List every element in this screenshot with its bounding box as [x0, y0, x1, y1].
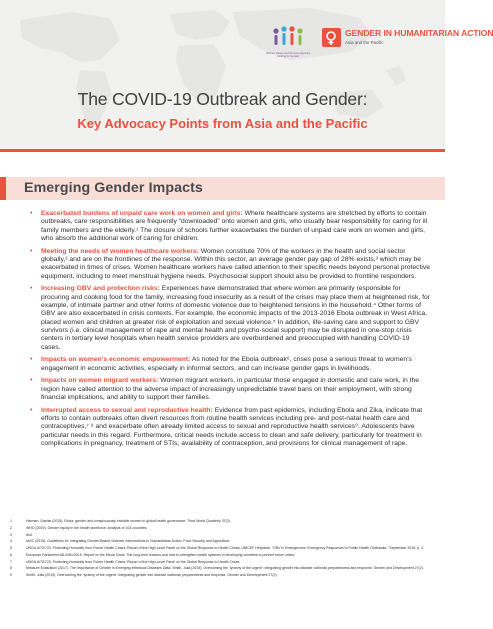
- giha-subtitle: Asia and the Pacific: [345, 40, 384, 45]
- bullet-icon: •: [30, 247, 33, 255]
- giha-logo: [322, 26, 493, 56]
- bullet-icon: •: [30, 356, 33, 364]
- bullet-gbv-protection: [30, 285, 430, 352]
- section-title: Emerging Gender Impacts: [24, 180, 203, 196]
- footnote-number: 1: [10, 519, 12, 523]
- bullet-list: [30, 210, 430, 453]
- bullet-economic-empowerment: [30, 356, 430, 373]
- bullet-text: Where healthcare systems are stretched by efforts to contain outbreaks, care responsibilities are frequently “downloaded” onto women and girls, who usually bear responsibility for caring for ill family members and the elderly.¹ The closure of schools further exacerbates the burden of unpaid care work on women and girls, who absorb the additional work of caring for children.: [41, 210, 428, 243]
- bullet-lead: Impacts on women migrant workers:: [41, 377, 159, 385]
- footnote-number: 5: [10, 546, 12, 551]
- bullet-healthcare-workers: [30, 248, 430, 281]
- footnote: [10, 533, 438, 538]
- footnote: [10, 546, 438, 551]
- people-figures-icon: [268, 22, 308, 52]
- section-header: [0, 177, 445, 200]
- footnote-number: 2: [10, 525, 12, 530]
- footnote-number: 9: [10, 573, 12, 578]
- bullet-icon: •: [30, 210, 33, 217]
- org-tagline: Women, Peace and Security Agencies working for Gender: [265, 52, 311, 59]
- bullet-unpaid-care: [30, 210, 430, 243]
- footnote-text: IASC (2015). Guidelines for Integrating Gender-Based Violence Interventions in Humanitarian Action: Food Security and Agriculture.: [26, 539, 231, 544]
- footnote: [10, 526, 438, 531]
- footnote-text: European Parliament A8-0281/2015. Report on the Ebola Crisis: The long-term lessons and how to strengthen health systems in developing countries to prevent future crises.: [26, 552, 296, 557]
- footnote-number: 3: [10, 532, 12, 537]
- bullet-text: Experiences have demonstrated that where women are primarily responsible for procuring and cooking food for the family, increasing food insecurity as a result of the crises may place them at heightened risk, for example, of intimate partner and other forms of domestic violence due to heightened tensions in the household.⁴ Other forms of GBV are also exacerbated in crisis contexts. For example, the economic impacts of the 2013-2016 Ebola outbreak in West Africa, placed women and children at greater risk of exploitation and sexual violence.⁵ In addition, life-saving care and support to GBV survivors (i.e. clinical management of rape and mental health and psycho-social support) may be disrupted in one-stop crisis centers in tertiary level hospitals when health service providers are overburdened and preoccupied with handling COVID-19 cases.: [41, 285, 430, 351]
- bullet-lead: Impacts on women’s economic empowerment:: [41, 356, 191, 364]
- bullet-icon: •: [30, 377, 33, 385]
- footnote-number: 4: [10, 539, 12, 544]
- bullet-lead: Increasing GBV and protection risks:: [41, 285, 160, 293]
- footnote-number: 7: [10, 559, 12, 564]
- footnote-text: Smith, Julia (2019). Overcoming the ‘tyranny of the urgent’: integrating gender into disease outbreak preparedness and response, Gender and Development 27(2).: [26, 573, 278, 578]
- footnote: [10, 566, 438, 571]
- section-accent-bar: [0, 177, 6, 200]
- footnote-text: UNGA A/70/723. Protecting Humanity from Future Health Crises: Report of the High-Level Panel on the Global Response to Health Crises; UNICEF Helpdesk, “GBV in Emergencies: Emergency Responses to Public Health Outbreaks,” September 2016, p. 2.: [26, 546, 425, 551]
- bullet-lead: Exacerbated burdens of unpaid care work on women and girls:: [41, 210, 243, 217]
- page-subtitle: Key Advocacy Points from Asia and the Pacific: [77, 116, 368, 131]
- bullet-icon: •: [30, 406, 33, 414]
- bullet-icon: •: [30, 285, 33, 293]
- bullet-text: Women constitute 70% of the workers in the health and social sector globally,² and are on the frontlines of the response. Within this sector, an average gender pay gap of 28% exists,³ which may be exacerbated in times of crises. Women healthcare workers have called attention to their specific needs beyond personal protective equipment, including to meet menstrual hygiene needs. Psychosocial support should also be provided to frontline responders.: [41, 247, 430, 280]
- footnote-text: Measure Evaluation (2017). The Importance of Gender in Emerging Infectious Diseases Data. Smith, Julia (2019). Overcoming the ‘tyranny of the urgent’: integrating gender into disease outbreak preparedness and response, Gender and Development 27(2).: [26, 566, 424, 571]
- bullet-text: Women migrant workers, in particular those engaged in domestic and care work, in the region have called attention to the adverse impact of increasingly unpredictable travel bans on their employment, with strong financial implications, and ability to support their families.: [41, 377, 420, 402]
- footnote-text: Ibid.: [26, 532, 33, 537]
- footnote: [10, 539, 438, 544]
- footnote-number: 8: [10, 566, 12, 571]
- page-header: [0, 0, 493, 152]
- women-peace-security-logo: [265, 22, 311, 66]
- footnote-text: WHO (2019). Gender equity in the health workforce: Analysis of 104 countries.: [26, 525, 148, 530]
- footnote-text: Harman, Sophie (2015). Ebola, gender and conspicuously invisible women in global health governance. Third World Quarterly 37(3).: [26, 519, 231, 523]
- footnote: [10, 573, 438, 578]
- bullet-lead: Interrupted access to sexual and reproductive health:: [41, 406, 213, 414]
- footnote: [10, 553, 438, 558]
- gender-symbol-icon: [322, 28, 341, 47]
- footnotes: [10, 519, 438, 580]
- bullet-reproductive-health: [30, 407, 430, 449]
- bullet-lead: Meeting the needs of women healthcare workers:: [41, 247, 199, 255]
- giha-title: GENDER IN HUMANITARIAN ACTION: [345, 28, 493, 38]
- bullet-migrant-workers: [30, 377, 430, 402]
- header-divider: [0, 149, 445, 152]
- bullet-text: As noted for the Ebola outbreak⁶, crises pose a serious threat to women’s engagement in economic activities, especially in informal sectors, and can increase gender gaps in livelihoods.: [41, 356, 412, 372]
- footnote: [10, 560, 438, 565]
- bullet-text: Evidence from past epidemics, including Ebola and Zika, indicate that efforts to contain outbreaks often divert resources from routine health services including pre- and post-natal health care and contraceptives,⁷ ⁸ and exacerbate often already limited access to sexual and reproductive health services⁹. Adolescents have particular needs in this regard. Furthermore, critical needs include access to clean and safe delivery, particularly for treatment in complications in pregnancy, treatment of STIs, availability of contraception, and provisions for clinical management of rape.: [41, 406, 423, 448]
- page-title: The COVID-19 Outbreak and Gender:: [77, 89, 368, 109]
- footnote: [10, 519, 438, 524]
- footnote-text: UNGA A/70/723. Protecting Humanity from Future Health Crises: Report of the High-Level Panel on the Global Response to Health Crises.: [26, 559, 241, 564]
- footnote-number: 6: [10, 552, 12, 557]
